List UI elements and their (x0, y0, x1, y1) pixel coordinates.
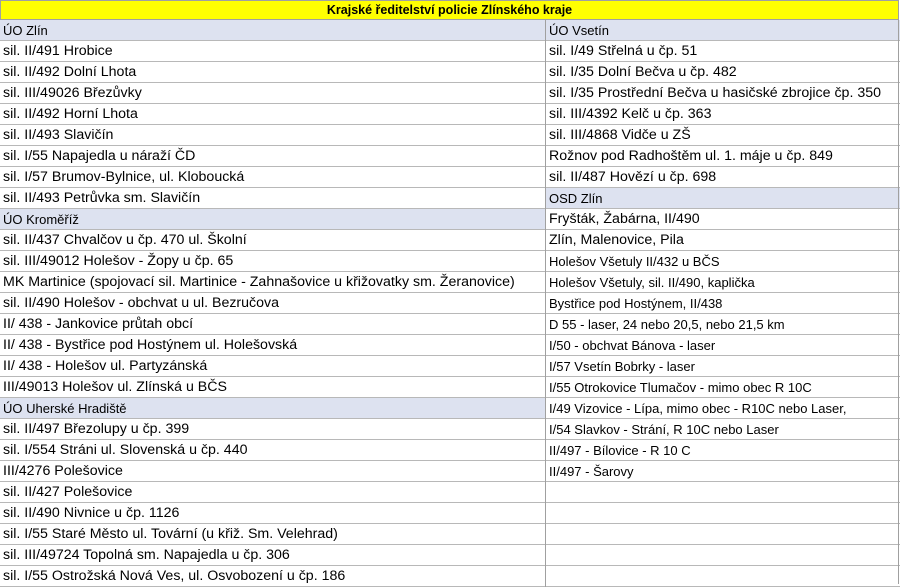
section-header: ÚO Uherské Hradiště (0, 398, 545, 419)
table-title: Krajské ředitelství policie Zlínského kraje (0, 0, 899, 20)
location-cell: sil. II/493 Slavičín (0, 125, 545, 146)
location-cell: sil. II/493 Petrůvka sm. Slavičín (0, 188, 545, 209)
location-cell: sil. III/49012 Holešov - Žopy u čp. 65 (0, 251, 545, 272)
right-column (545, 20, 900, 587)
location-cell: sil. II/497 Březolupy u čp. 399 (0, 419, 545, 440)
location-cell: sil. I/55 Staré Město ul. Tovární (u křiž. Sm. Velehrad) (0, 524, 545, 545)
location-cell: sil. II/492 Horní Lhota (0, 104, 545, 125)
section-header: ÚO Vsetín (546, 20, 900, 41)
location-cell: sil. I/57 Brumov-Bylnice, ul. Kloboucká (0, 167, 545, 188)
location-cell: I/50 - obchvat Bánova - laser (546, 335, 900, 356)
location-cell: Zlín, Malenovice, Pila (546, 230, 900, 251)
location-cell: sil. III/49724 Topolná sm. Napajedla u čp. 306 (0, 545, 545, 566)
table-right-border (898, 0, 899, 584)
location-cell: sil. I/35 Dolní Bečva u čp. 482 (546, 62, 900, 83)
location-cell: sil. III/4392 Kelč u čp. 363 (546, 104, 900, 125)
location-cell: D 55 - laser, 24 nebo 20,5, nebo 21,5 km (546, 314, 900, 335)
location-cell: III/49013 Holešov ul. Zlínská u BČS (0, 377, 545, 398)
location-cell: sil. I/554 Stráni ul. Slovenská u čp. 440 (0, 440, 545, 461)
location-cell: sil. II/490 Nivnice u čp. 1126 (0, 503, 545, 524)
location-cell: I/55 Otrokovice Tlumačov - mimo obec R 10C (546, 377, 900, 398)
location-cell: sil. I/55 Ostrožská Nová Ves, ul. Osvobození u čp. 186 (0, 566, 545, 587)
empty-cell (546, 524, 900, 545)
location-cell: sil. III/49026 Březůvky (0, 83, 545, 104)
location-cell: sil. I/35 Prostřední Bečva u hasičské zbrojice čp. 350 (546, 83, 900, 104)
location-cell: sil. I/55 Napajedla u náraží ČD (0, 146, 545, 167)
location-cell: sil. III/4868 Vidče u ZŠ (546, 125, 900, 146)
location-cell: Holešov Všetuly II/432 u BČS (546, 251, 900, 272)
location-cell: Bystřice pod Hostýnem, II/438 (546, 293, 900, 314)
location-cell: sil. II/491 Hrobice (0, 41, 545, 62)
location-cell: sil. I/49 Střelná u čp. 51 (546, 41, 900, 62)
location-cell: II/497 - Bílovice - R 10 C (546, 440, 900, 461)
location-cell: sil. II/487 Hovězí u čp. 698 (546, 167, 900, 188)
location-cell: Rožnov pod Radhoštěm ul. 1. máje u čp. 849 (546, 146, 900, 167)
location-cell: MK Martinice (spojovací sil. Martinice - Zahnašovice u křižovatky sm. Žeranovice) (0, 272, 545, 293)
location-cell: I/49 Vizovice - Lípa, mimo obec - R10C nebo Laser, (546, 398, 900, 419)
location-cell: sil. II/437 Chvalčov u čp. 470 ul. Školní (0, 230, 545, 251)
location-cell: Holešov Všetuly, sil. II/490, kaplička (546, 272, 900, 293)
left-column (0, 20, 545, 587)
empty-cell (546, 503, 900, 524)
location-cell: I/57 Vsetín Bobrky - laser (546, 356, 900, 377)
empty-cell (546, 482, 900, 503)
location-cell: II/497 - Šarovy (546, 461, 900, 482)
location-cell: III/4276 Polešovice (0, 461, 545, 482)
section-header: OSD Zlín (546, 188, 900, 209)
location-cell: II/ 438 - Jankovice průtah obcí (0, 314, 545, 335)
location-cell: II/ 438 - Bystřice pod Hostýnem ul. Holešovská (0, 335, 545, 356)
section-header: ÚO Kroměříž (0, 209, 545, 230)
empty-cell (546, 545, 900, 566)
location-cell: I/54 Slavkov - Strání, R 10C nebo Laser (546, 419, 900, 440)
section-header: ÚO Zlín (0, 20, 545, 41)
location-cell: Fryšták, Žabárna, II/490 (546, 209, 900, 230)
location-cell: sil. II/492 Dolní Lhota (0, 62, 545, 83)
location-cell: sil. II/427 Polešovice (0, 482, 545, 503)
location-cell: sil. II/490 Holešov - obchvat u ul. Bezručova (0, 293, 545, 314)
location-cell: II/ 438 - Holešov ul. Partyzánská (0, 356, 545, 377)
